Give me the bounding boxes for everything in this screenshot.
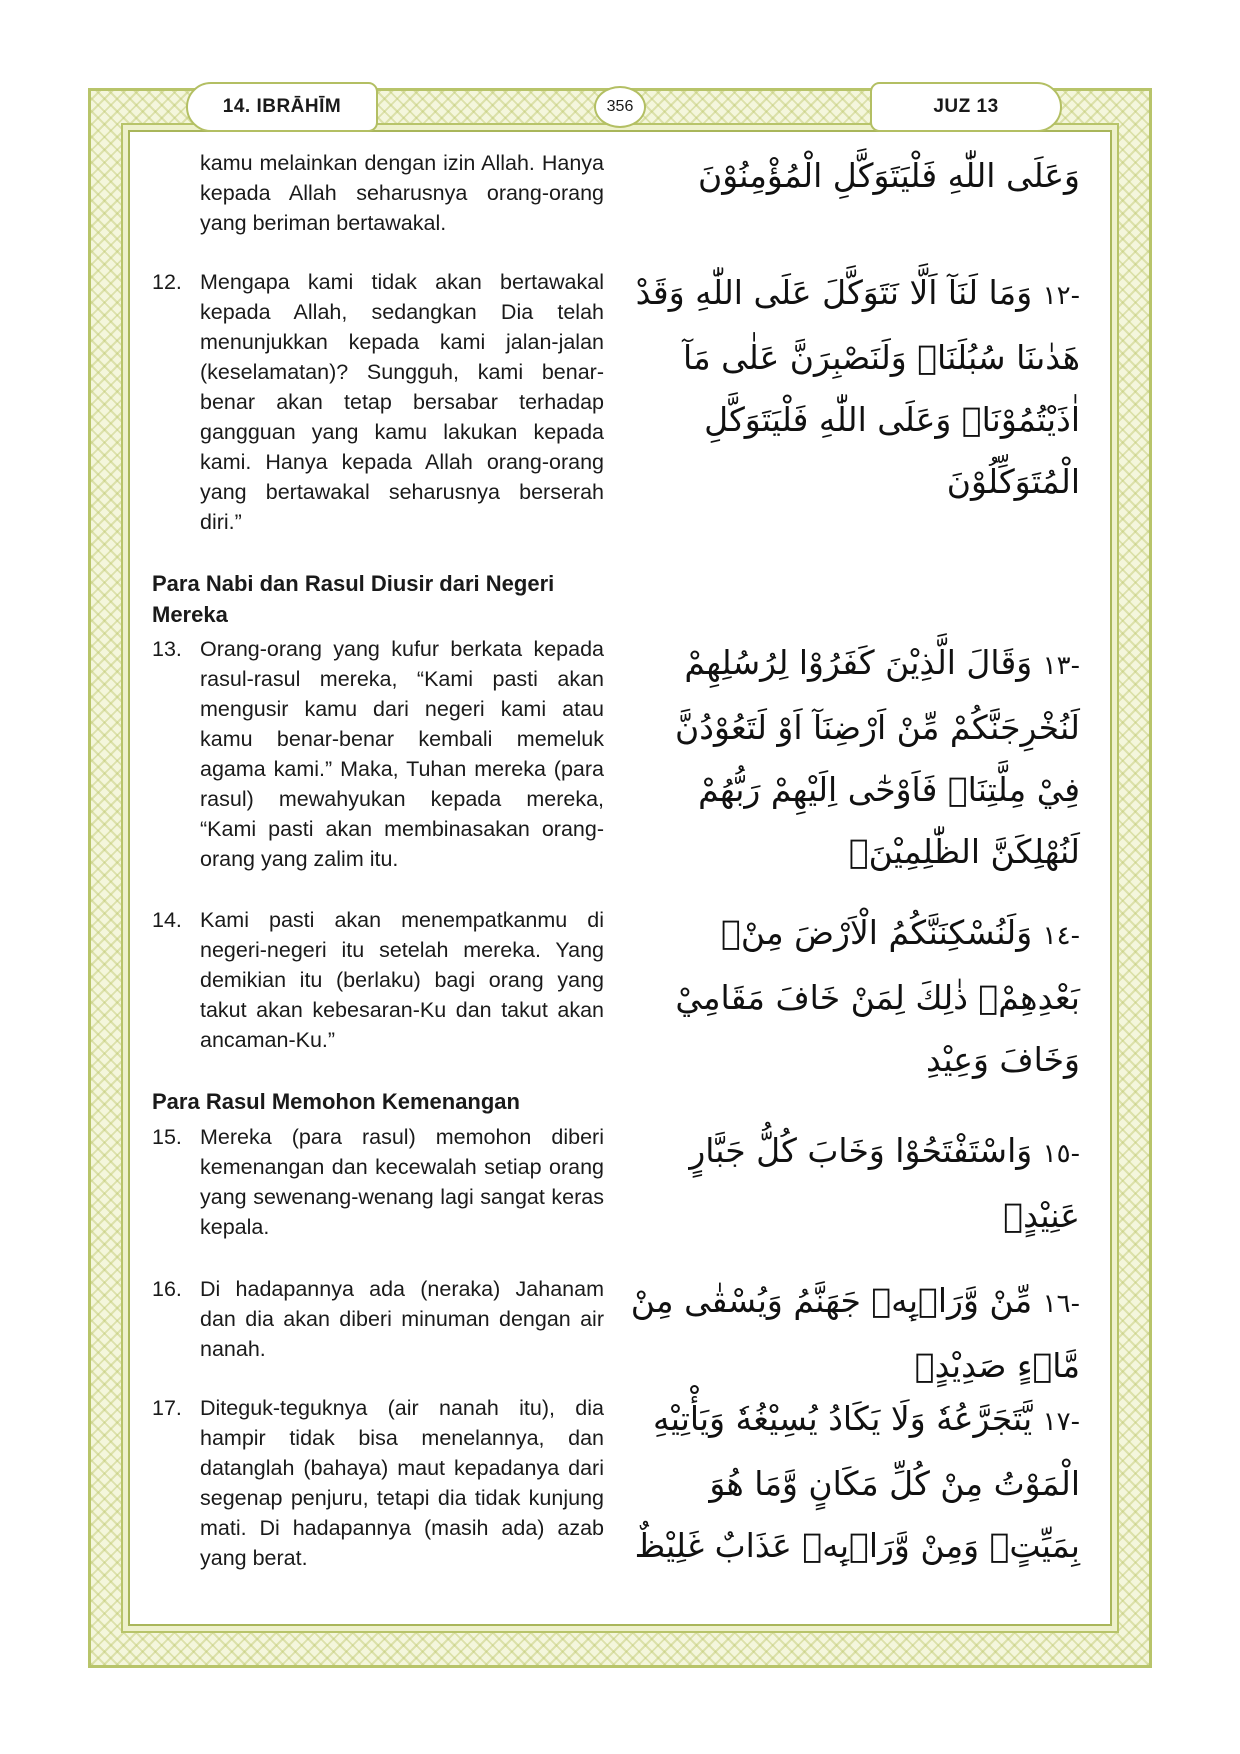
arabic-verse-text: مِّنْ وَّرَاۤىِٕهٖ جَهَنَّمُ وَيُسْقٰى مِنْ مَّاۤءٍ صَدِيْدٍۙ [630, 1281, 1080, 1385]
arabic-verse-number: -١٢ [1042, 281, 1080, 311]
page-number-text: 356 [606, 98, 634, 115]
verse-number: 12. [152, 270, 182, 294]
section-heading: Para Rasul Memohon Kemenangan [152, 1089, 520, 1114]
verse-17-arabic [630, 1388, 1080, 1577]
arabic-verse-number: -١٦ [1042, 1289, 1080, 1319]
verse-14-arabic [630, 902, 1080, 1091]
verse-12-arabic [630, 262, 1080, 513]
verse-14 [152, 905, 604, 1055]
surah-title [186, 82, 378, 132]
arabic-verse-text: يَّتَجَرَّعُهٗ وَلَا يَكَادُ يُسِيْغُهٗ وَيَأْتِيْهِ الْمَوْتُ مِنْ كُلِّ مَكَانٍ وَّمَا هُوَ بِمَيِّتٍۗ وَمِنْ وَّرَاۤىِٕهٖ عَذَابٌ غَلِيْظٌ [634, 1399, 1080, 1565]
arabic-verse-text: وَمَا لَنَآ اَلَّا نَتَوَكَّلَ عَلَى اللّٰهِ وَقَدْ هَدٰىنَا سُبُلَنَاۗ وَلَنَصْبِرَنَّ عَلٰى مَآ اٰذَيْتُمُوْنَاۗ وَعَلَى اللّٰهِ فَلْيَتَوَكَّلِ الْمُتَوَكِّلُوْنَ [635, 273, 1080, 501]
verse-translation: Mereka (para rasul) memohon diberi kemenangan dan kecewalah setiap orang yang sewenang-wenang lagi sangat keras kepala. [200, 1125, 604, 1239]
verse-15 [152, 1122, 604, 1242]
verse-translation: Mengapa kami tidak akan bertawakal kepada Allah, sedangkan Dia telah menunjukkan kepada kami jalan-jalan (keselamatan)? Sungguh, kami benar-benar akan tetap bersabar terhadap gangguan yang kamu lakukan kepada kami. Hanya kepada Allah orang-orang yang bertawakal seharusnya berserah diri.” [200, 270, 604, 534]
juz-label-text: JUZ 13 [933, 96, 999, 117]
page-number [594, 86, 646, 128]
verse-13 [152, 634, 604, 874]
verse-translation: Di hadapannya ada (neraka) Jahanam dan dia akan diberi minuman dengan air nanah. [200, 1277, 604, 1361]
arabic-verse-text: وَلَنُسْكِنَنَّكُمُ الْاَرْضَ مِنْۢ بَعْدِهِمْۗ ذٰلِكَ لِمَنْ خَافَ مَقَامِيْ وَخَافَ وَعِيْدِ [675, 913, 1080, 1079]
arabic-verse-text: وَقَالَ الَّذِيْنَ كَفَرُوْا لِرُسُلِهِمْ لَنُخْرِجَنَّكُمْ مِّنْ اَرْضِنَآ اَوْ لَتَعُوْدُنَّ فِيْ مِلَّتِنَاۗ فَاَوْحٰٓى اِلَيْهِمْ رَبُّهُمْ لَنُهْلِكَنَّ الظّٰلِمِيْنَۙ [675, 643, 1080, 871]
verse-12 [152, 267, 604, 537]
verse-17 [152, 1393, 604, 1573]
verse-number: 17. [152, 1396, 182, 1420]
arabic-verse-text: وَاسْتَفْتَحُوْا وَخَابَ كُلُّ جَبَّارٍ عَنِيْدٍۙ [689, 1131, 1080, 1235]
verse-16-arabic [630, 1270, 1080, 1397]
arabic-verse-number: -١٤ [1042, 921, 1080, 951]
verse-number: 15. [152, 1125, 182, 1149]
verse-translation: Diteguk-teguknya (air nanah itu), dia hampir tidak bisa menelannya, dan datanglah (bahaya) maut kepadanya dari segenap penjuru, tetapi dia tidak kunjung mati. Di hadapannya (masih ada) azab yang berat. [200, 1396, 604, 1570]
continuation-translation: kamu melainkan dengan izin Allah. Hanya kepada Allah seharusnya orang-orang yang beriman bertawakal. [200, 151, 604, 235]
surah-title-text: 14. IBRĀHĪM [222, 96, 342, 117]
arabic-verse-number: -١٧ [1042, 1407, 1080, 1437]
arabic-verse-number: -١٥ [1042, 1139, 1080, 1169]
verse-number: 16. [152, 1277, 182, 1301]
verse-13-arabic [630, 632, 1080, 883]
arabic-verse-number: -١٣ [1042, 651, 1080, 681]
verse-15-arabic [630, 1120, 1080, 1247]
verse-number: 14. [152, 908, 182, 932]
verse-16 [152, 1274, 604, 1364]
juz-label [870, 82, 1062, 132]
verse-translation: Kami pasti akan menempatkanmu di negeri-negeri itu setelah mereka. Yang demikian itu (berlaku) bagi orang yang takut akan kebesaran-Ku dan takut akan ancaman-Ku.” [200, 908, 604, 1052]
verse-number: 13. [152, 637, 182, 661]
section-heading: Para Nabi dan Rasul Diusir dari Negeri Mereka [152, 571, 555, 627]
continuation-arabic: وَعَلَى اللّٰهِ فَلْيَتَوَكَّلِ الْمُؤْمِنُوْنَ [698, 156, 1080, 195]
verse-translation: Orang-orang yang kufur berkata kepada rasul-rasul mereka, “Kami pasti akan mengusir kamu dari negeri kami atau kamu benar-benar kembali memeluk agama kami.” Maka, Tuhan mereka (para rasul) mewahyukan kepada mereka, “Kami pasti akan membinasakan orang-orang yang zalim itu. [200, 637, 604, 871]
